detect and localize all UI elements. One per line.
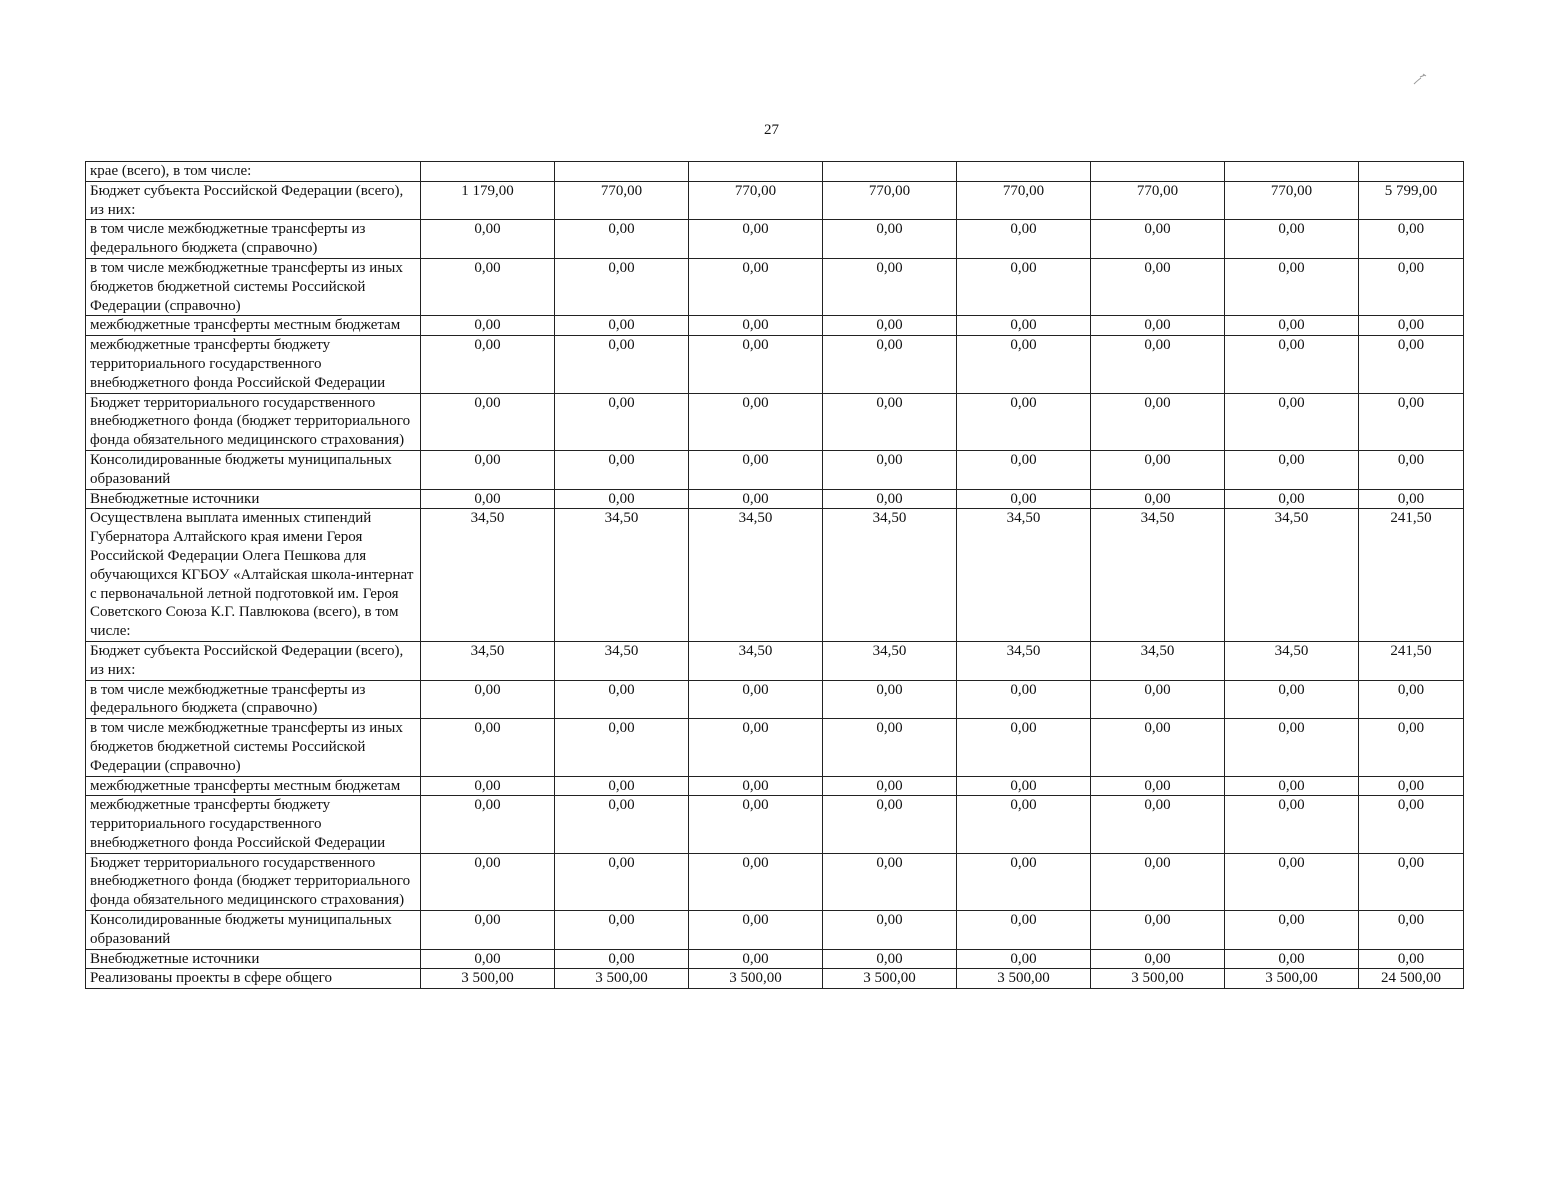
- value-cell: 0,00: [555, 796, 689, 853]
- row-label: Бюджет территориального государственного внебюджетного фонда (бюджет территориального фонда обязательного медицинского страхования): [86, 853, 421, 910]
- value-cell: 0,00: [421, 911, 555, 950]
- value-cell: 0,00: [555, 316, 689, 336]
- value-cell: 0,00: [957, 220, 1091, 259]
- value-cell: 0,00: [555, 911, 689, 950]
- value-cell: 0,00: [957, 776, 1091, 796]
- value-cell: [1091, 162, 1225, 182]
- value-cell: 34,50: [823, 509, 957, 642]
- value-cell: 0,00: [1225, 489, 1359, 509]
- value-cell: 0,00: [957, 450, 1091, 489]
- table-row: [86, 220, 1464, 259]
- row-label: Внебюджетные источники: [86, 489, 421, 509]
- value-cell: 0,00: [421, 949, 555, 969]
- value-cell: 3 500,00: [1225, 969, 1359, 989]
- table-row: [86, 641, 1464, 680]
- row-total-cell: 0,00: [1359, 853, 1464, 910]
- value-cell: [689, 162, 823, 182]
- value-cell: 0,00: [823, 853, 957, 910]
- value-cell: 0,00: [823, 489, 957, 509]
- value-cell: 0,00: [823, 911, 957, 950]
- value-cell: 0,00: [689, 316, 823, 336]
- table-row: [86, 450, 1464, 489]
- value-cell: 0,00: [421, 776, 555, 796]
- value-cell: 0,00: [1225, 796, 1359, 853]
- table-row: [86, 509, 1464, 642]
- row-label: межбюджетные трансферты бюджету территориального государственного внебюджетного фонда Российской Федерации: [86, 796, 421, 853]
- scan-artifact-mark: [1412, 72, 1428, 86]
- value-cell: 0,00: [689, 220, 823, 259]
- value-cell: 0,00: [689, 776, 823, 796]
- value-cell: 0,00: [1091, 220, 1225, 259]
- value-cell: 34,50: [1225, 509, 1359, 642]
- value-cell: 0,00: [957, 853, 1091, 910]
- row-total-cell: 0,00: [1359, 911, 1464, 950]
- value-cell: 0,00: [957, 393, 1091, 450]
- value-cell: 0,00: [957, 258, 1091, 315]
- table-row: [86, 258, 1464, 315]
- value-cell: 0,00: [1225, 949, 1359, 969]
- value-cell: 0,00: [1225, 220, 1359, 259]
- value-cell: 0,00: [421, 719, 555, 776]
- value-cell: 0,00: [555, 450, 689, 489]
- row-total-cell: 0,00: [1359, 393, 1464, 450]
- row-total-cell: 0,00: [1359, 450, 1464, 489]
- row-label: межбюджетные трансферты бюджету территориального государственного внебюджетного фонда Российской Федерации: [86, 336, 421, 393]
- value-cell: 0,00: [1091, 450, 1225, 489]
- value-cell: 0,00: [957, 680, 1091, 719]
- value-cell: 34,50: [957, 641, 1091, 680]
- value-cell: 0,00: [555, 776, 689, 796]
- row-label: Бюджет территориального государственного внебюджетного фонда (бюджет территориального фонда обязательного медицинского страхования): [86, 393, 421, 450]
- value-cell: 3 500,00: [957, 969, 1091, 989]
- row-total-cell: 241,50: [1359, 509, 1464, 642]
- value-cell: 0,00: [689, 680, 823, 719]
- row-label: крае (всего), в том числе:: [86, 162, 421, 182]
- row-label: Бюджет субъекта Российской Федерации (всего), из них:: [86, 181, 421, 220]
- value-cell: 0,00: [689, 489, 823, 509]
- table-row: [86, 393, 1464, 450]
- row-total-cell: 24 500,00: [1359, 969, 1464, 989]
- value-cell: 0,00: [1225, 393, 1359, 450]
- value-cell: 34,50: [823, 641, 957, 680]
- value-cell: 0,00: [421, 796, 555, 853]
- value-cell: 770,00: [957, 181, 1091, 220]
- value-cell: 34,50: [1091, 641, 1225, 680]
- value-cell: [555, 162, 689, 182]
- value-cell: 0,00: [1225, 336, 1359, 393]
- row-label: в том числе межбюджетные трансферты из иных бюджетов бюджетной системы Российской Федерации (справочно): [86, 719, 421, 776]
- value-cell: 0,00: [689, 336, 823, 393]
- value-cell: 0,00: [957, 719, 1091, 776]
- value-cell: 34,50: [957, 509, 1091, 642]
- row-total-cell: 0,00: [1359, 489, 1464, 509]
- row-total-cell: [1359, 162, 1464, 182]
- value-cell: 3 500,00: [689, 969, 823, 989]
- value-cell: 0,00: [1225, 258, 1359, 315]
- table-row: [86, 853, 1464, 910]
- row-total-cell: 0,00: [1359, 949, 1464, 969]
- page-number: 27: [764, 122, 779, 138]
- value-cell: 0,00: [421, 489, 555, 509]
- value-cell: 0,00: [421, 336, 555, 393]
- table-row: [86, 949, 1464, 969]
- row-label: Консолидированные бюджеты муниципальных образований: [86, 911, 421, 950]
- value-cell: 0,00: [1091, 796, 1225, 853]
- row-total-cell: 0,00: [1359, 316, 1464, 336]
- value-cell: 0,00: [689, 450, 823, 489]
- value-cell: 34,50: [555, 641, 689, 680]
- value-cell: [421, 162, 555, 182]
- value-cell: 0,00: [1225, 450, 1359, 489]
- row-label: Осуществлена выплата именных стипендий Губернатора Алтайского края имени Героя Российской Федерации Олега Пешкова для обучающихся КГБОУ «Алтайская школа-интернат с первоначальной летной подготовкой им. Героя Советского Союза К.Г. Павлюкова (всего), в том числе:: [86, 509, 421, 642]
- value-cell: 0,00: [1225, 853, 1359, 910]
- value-cell: 0,00: [689, 949, 823, 969]
- value-cell: 0,00: [421, 680, 555, 719]
- value-cell: 34,50: [689, 641, 823, 680]
- value-cell: 34,50: [1091, 509, 1225, 642]
- value-cell: 3 500,00: [555, 969, 689, 989]
- value-cell: 0,00: [1091, 719, 1225, 776]
- budget-table: [85, 161, 1464, 989]
- row-label: межбюджетные трансферты местным бюджетам: [86, 776, 421, 796]
- row-total-cell: 0,00: [1359, 336, 1464, 393]
- value-cell: 770,00: [1091, 181, 1225, 220]
- table-row: [86, 776, 1464, 796]
- value-cell: 0,00: [421, 393, 555, 450]
- table-row: [86, 719, 1464, 776]
- table-row: [86, 181, 1464, 220]
- row-label: межбюджетные трансферты местным бюджетам: [86, 316, 421, 336]
- value-cell: 0,00: [689, 719, 823, 776]
- row-label: Реализованы проекты в сфере общего: [86, 969, 421, 989]
- value-cell: 0,00: [823, 680, 957, 719]
- value-cell: 0,00: [1091, 258, 1225, 315]
- value-cell: 3 500,00: [823, 969, 957, 989]
- value-cell: 0,00: [555, 393, 689, 450]
- row-label: в том числе межбюджетные трансферты из федерального бюджета (справочно): [86, 680, 421, 719]
- value-cell: 34,50: [421, 509, 555, 642]
- row-total-cell: 0,00: [1359, 776, 1464, 796]
- value-cell: 0,00: [823, 796, 957, 853]
- row-label: Внебюджетные источники: [86, 949, 421, 969]
- value-cell: 0,00: [555, 719, 689, 776]
- value-cell: 0,00: [823, 949, 957, 969]
- value-cell: 770,00: [1225, 181, 1359, 220]
- value-cell: 0,00: [555, 258, 689, 315]
- value-cell: 0,00: [1091, 316, 1225, 336]
- value-cell: 0,00: [957, 316, 1091, 336]
- table-row: [86, 489, 1464, 509]
- value-cell: 0,00: [1091, 853, 1225, 910]
- row-total-cell: 0,00: [1359, 258, 1464, 315]
- value-cell: 770,00: [823, 181, 957, 220]
- value-cell: 0,00: [823, 450, 957, 489]
- table-row: [86, 336, 1464, 393]
- row-total-cell: 5 799,00: [1359, 181, 1464, 220]
- value-cell: 0,00: [957, 489, 1091, 509]
- value-cell: [1225, 162, 1359, 182]
- table-body: [86, 162, 1464, 989]
- value-cell: 770,00: [689, 181, 823, 220]
- row-total-cell: 241,50: [1359, 641, 1464, 680]
- row-label: в том числе межбюджетные трансферты из иных бюджетов бюджетной системы Российской Федерации (справочно): [86, 258, 421, 315]
- value-cell: 0,00: [555, 680, 689, 719]
- value-cell: 0,00: [421, 258, 555, 315]
- value-cell: 0,00: [555, 220, 689, 259]
- table-row: [86, 162, 1464, 182]
- value-cell: 34,50: [421, 641, 555, 680]
- value-cell: 0,00: [689, 911, 823, 950]
- value-cell: 0,00: [421, 853, 555, 910]
- value-cell: 0,00: [957, 949, 1091, 969]
- value-cell: 0,00: [689, 393, 823, 450]
- value-cell: 770,00: [555, 181, 689, 220]
- table-row: [86, 316, 1464, 336]
- value-cell: 0,00: [957, 796, 1091, 853]
- row-total-cell: 0,00: [1359, 680, 1464, 719]
- value-cell: 0,00: [957, 336, 1091, 393]
- value-cell: 0,00: [957, 911, 1091, 950]
- value-cell: 0,00: [1225, 316, 1359, 336]
- value-cell: 0,00: [689, 258, 823, 315]
- value-cell: 0,00: [1091, 680, 1225, 719]
- table-row: [86, 680, 1464, 719]
- value-cell: 0,00: [823, 258, 957, 315]
- value-cell: 0,00: [555, 853, 689, 910]
- value-cell: 0,00: [823, 316, 957, 336]
- value-cell: 34,50: [689, 509, 823, 642]
- value-cell: 0,00: [823, 220, 957, 259]
- row-label: в том числе межбюджетные трансферты из федерального бюджета (справочно): [86, 220, 421, 259]
- value-cell: 0,00: [555, 949, 689, 969]
- value-cell: 0,00: [421, 220, 555, 259]
- value-cell: 0,00: [421, 316, 555, 336]
- value-cell: 0,00: [1225, 776, 1359, 796]
- row-label: Консолидированные бюджеты муниципальных образований: [86, 450, 421, 489]
- table-row: [86, 969, 1464, 989]
- value-cell: 0,00: [421, 450, 555, 489]
- value-cell: 3 500,00: [1091, 969, 1225, 989]
- value-cell: 1 179,00: [421, 181, 555, 220]
- value-cell: 0,00: [555, 336, 689, 393]
- table-row: [86, 796, 1464, 853]
- row-total-cell: 0,00: [1359, 796, 1464, 853]
- value-cell: 0,00: [1091, 489, 1225, 509]
- value-cell: 0,00: [689, 796, 823, 853]
- table-row: [86, 911, 1464, 950]
- row-total-cell: 0,00: [1359, 719, 1464, 776]
- value-cell: 0,00: [1225, 680, 1359, 719]
- value-cell: 0,00: [555, 489, 689, 509]
- value-cell: 0,00: [1091, 911, 1225, 950]
- value-cell: 0,00: [1225, 911, 1359, 950]
- value-cell: 0,00: [1091, 393, 1225, 450]
- value-cell: [957, 162, 1091, 182]
- value-cell: 0,00: [1091, 336, 1225, 393]
- value-cell: 34,50: [1225, 641, 1359, 680]
- value-cell: 34,50: [555, 509, 689, 642]
- value-cell: 0,00: [823, 719, 957, 776]
- value-cell: 0,00: [823, 336, 957, 393]
- value-cell: 0,00: [689, 853, 823, 910]
- value-cell: 0,00: [823, 776, 957, 796]
- row-label: Бюджет субъекта Российской Федерации (всего), из них:: [86, 641, 421, 680]
- value-cell: 0,00: [1091, 776, 1225, 796]
- value-cell: 3 500,00: [421, 969, 555, 989]
- value-cell: 0,00: [1091, 949, 1225, 969]
- value-cell: 0,00: [1225, 719, 1359, 776]
- row-total-cell: 0,00: [1359, 220, 1464, 259]
- value-cell: [823, 162, 957, 182]
- value-cell: 0,00: [823, 393, 957, 450]
